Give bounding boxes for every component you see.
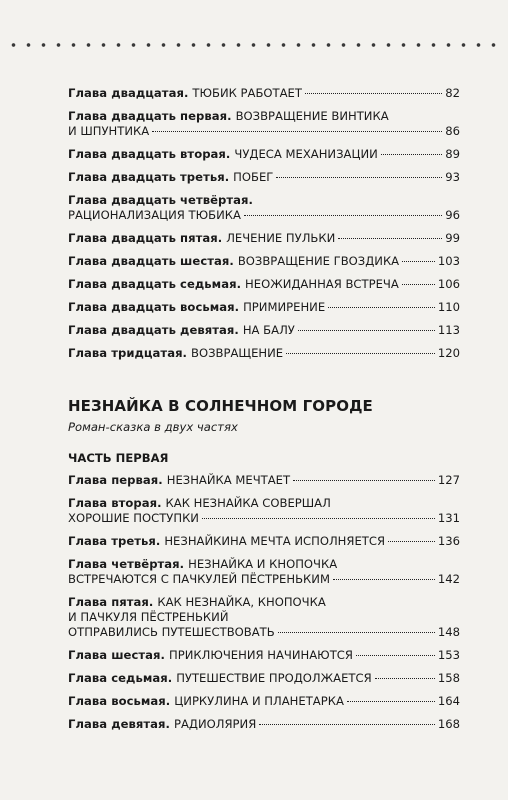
toc-entry-line — [68, 717, 460, 732]
dot-leader — [347, 701, 435, 702]
chapter-title: КАК НЕЗНАЙКА, КНОПОЧКА — [157, 595, 326, 609]
chapter-label: Глава двадцать третья. — [68, 170, 230, 184]
chapter-title: ЧУДЕСА МЕХАНИЗАЦИИ — [234, 147, 378, 161]
page-number: 164 — [437, 694, 460, 708]
chapter-label: Глава двадцать вторая. — [68, 147, 231, 161]
page-number: 127 — [437, 473, 460, 487]
chapter-title: ВОЗВРАЩЕНИЕ ГВОЗДИКА — [237, 254, 400, 268]
chapter-label: Глава первая. — [68, 473, 163, 487]
dot-leader — [381, 154, 442, 155]
chapter-title: НЕЗНАЙКА И КНОПОЧКА — [188, 557, 338, 571]
toc-entry-line — [68, 534, 460, 549]
page-number: 158 — [437, 671, 460, 685]
dot-leader — [152, 131, 442, 132]
toc-entry-line — [68, 694, 460, 709]
dot-leader — [244, 215, 442, 216]
page-number: 148 — [437, 625, 460, 639]
chapter-label: Глава вторая. — [68, 496, 162, 510]
dot-leader — [278, 632, 435, 633]
chapter-title: ЦИРКУЛИНА И ПЛАНЕТАРКА — [174, 694, 344, 708]
chapter-title: ПУТЕШЕСТВИЕ ПРОДОЛЖАЕТСЯ — [176, 671, 372, 685]
dot-leader — [276, 177, 442, 178]
chapter-label: Глава двадцать пятая. — [68, 231, 223, 245]
part-heading: ЧАСТЬ ПЕРВАЯ — [68, 451, 169, 465]
chapter-label: Глава двадцать четвёртая. — [68, 193, 253, 207]
toc-entry-line — [68, 124, 460, 139]
toc-section-2 — [68, 473, 460, 740]
toc-entry[interactable] — [68, 595, 460, 640]
chapter-title: ХОРОШИЕ ПОСТУПКИ — [68, 511, 199, 525]
toc-entry-line — [68, 572, 460, 587]
dot-leader — [388, 541, 435, 542]
toc-entry[interactable] — [68, 231, 460, 246]
page-number: 153 — [437, 648, 460, 662]
page-number: 96 — [445, 208, 460, 222]
chapter-title: ОТПРАВИЛИСЬ ПУТЕШЕСТВОВАТЬ — [68, 625, 275, 639]
chapter-title: РАДИОЛЯРИЯ — [174, 717, 257, 731]
book-subtitle: Роман-сказка в двух частях — [68, 420, 238, 434]
toc-entry[interactable] — [68, 648, 460, 663]
toc-entry-line — [68, 595, 460, 610]
chapter-label: Глава четвёртая. — [68, 557, 185, 571]
chapter-label: Глава пятая. — [68, 595, 154, 609]
chapter-title: ТЮБИК РАБОТАЕТ — [192, 86, 302, 100]
dot-leader — [328, 307, 435, 308]
chapter-label: Глава восьмая. — [68, 694, 171, 708]
chapter-label: Глава двадцать девятая. — [68, 323, 239, 337]
page-number: 142 — [437, 572, 460, 586]
toc-entry-line — [68, 86, 460, 101]
toc-entry[interactable] — [68, 170, 460, 185]
toc-entry-line — [68, 648, 460, 663]
toc-entry[interactable] — [68, 147, 460, 162]
chapter-title: ВОЗВРАЩЕНИЕ — [191, 346, 284, 360]
dot-leader — [333, 579, 435, 580]
page-number: 136 — [437, 534, 460, 548]
toc-entry[interactable] — [68, 473, 460, 488]
chapter-title: ПРИМИРЕНИЕ — [243, 300, 326, 314]
chapter-label: Глава двадцать первая. — [68, 109, 232, 123]
chapter-label: Глава девятая. — [68, 717, 170, 731]
toc-entry-line — [68, 300, 460, 315]
book-title: НЕЗНАЙКА В СОЛНЕЧНОМ ГОРОДЕ — [68, 397, 373, 415]
chapter-label: Глава тридцатая. — [68, 346, 188, 360]
chapter-title: КАК НЕЗНАЙКА СОВЕРШАЛ — [165, 496, 331, 510]
dot-leader — [402, 261, 435, 262]
chapter-title: РАЦИОНАЛИЗАЦИЯ ТЮБИКА — [68, 208, 241, 222]
page-number: 110 — [437, 300, 460, 314]
chapter-title: НЕЗНАЙКИНА МЕЧТА ИСПОЛНЯЕТСЯ — [164, 534, 386, 548]
toc-entry-line — [68, 109, 460, 124]
page-number: 168 — [437, 717, 460, 731]
toc-entry-line — [68, 323, 460, 338]
toc-entry-line — [68, 511, 460, 526]
chapter-label: Глава третья. — [68, 534, 161, 548]
chapter-label: Глава двадцатая. — [68, 86, 189, 100]
toc-entry[interactable] — [68, 277, 460, 292]
chapter-title: И ШПУНТИКА — [68, 124, 150, 138]
page-number: 99 — [445, 231, 460, 245]
toc-entry-line — [68, 557, 460, 572]
dotted-header-rule — [6, 42, 502, 48]
toc-entry[interactable] — [68, 534, 460, 549]
chapter-title: ПРИКЛЮЧЕНИЯ НАЧИНАЮТСЯ — [169, 648, 353, 662]
toc-entry-line — [68, 346, 460, 361]
toc-entry[interactable] — [68, 717, 460, 732]
page-number: 131 — [437, 511, 460, 525]
chapter-title: И ПАЧКУЛЯ ПЁСТРЕНЬКИЙ — [68, 610, 229, 624]
dot-leader — [298, 330, 435, 331]
chapter-title: НА БАЛУ — [242, 323, 295, 337]
toc-entry-line — [68, 147, 460, 162]
toc-entry-line — [68, 625, 460, 640]
page-number: 93 — [445, 170, 460, 184]
dot-leader — [402, 284, 435, 285]
toc-entry-line — [68, 671, 460, 686]
chapter-label: Глава шестая. — [68, 648, 165, 662]
toc-entry-line — [68, 231, 460, 246]
dot-leader — [375, 678, 435, 679]
chapter-title: ВОЗВРАЩЕНИЕ ВИНТИКА — [235, 109, 389, 123]
dot-leader — [259, 724, 435, 725]
toc-entry-line — [68, 193, 460, 208]
dot-leader — [305, 93, 442, 94]
chapter-label: Глава седьмая. — [68, 671, 173, 685]
toc-entry[interactable] — [68, 671, 460, 686]
toc-entry[interactable] — [68, 300, 460, 315]
toc-entry[interactable] — [68, 254, 460, 269]
page-number: 113 — [437, 323, 460, 337]
toc-entry-line — [68, 170, 460, 185]
toc-entry-line — [68, 208, 460, 223]
toc-entry[interactable] — [68, 694, 460, 709]
chapter-label: Глава двадцать восьмая. — [68, 300, 240, 314]
page-number: 120 — [437, 346, 460, 360]
toc-entry-line — [68, 254, 460, 269]
toc-section-1 — [68, 86, 460, 369]
toc-entry[interactable] — [68, 193, 460, 223]
chapter-label: Глава двадцать шестая. — [68, 254, 234, 268]
chapter-title: ВСТРЕЧАЮТСЯ С ПАЧКУЛЕЙ ПЁСТРЕНЬКИМ — [68, 572, 330, 586]
page-number: 106 — [437, 277, 460, 291]
toc-entry-line — [68, 610, 460, 625]
dot-leader — [356, 655, 435, 656]
toc-entry[interactable] — [68, 323, 460, 338]
toc-entry[interactable] — [68, 109, 460, 139]
dot-leader — [293, 480, 435, 481]
page-number: 103 — [437, 254, 460, 268]
chapter-label: Глава двадцать седьмая. — [68, 277, 242, 291]
chapter-title: ПОБЕГ — [233, 170, 274, 184]
chapter-title: ЛЕЧЕНИЕ ПУЛЬКИ — [226, 231, 336, 245]
page-number: 86 — [445, 124, 460, 138]
toc-entry-line — [68, 277, 460, 292]
toc-entry[interactable] — [68, 557, 460, 587]
dot-leader — [202, 518, 435, 519]
toc-entry[interactable] — [68, 346, 460, 361]
toc-entry[interactable] — [68, 86, 460, 101]
toc-entry[interactable] — [68, 496, 460, 526]
chapter-title: НЕЗНАЙКА МЕЧТАЕТ — [166, 473, 291, 487]
page-number: 82 — [445, 86, 460, 100]
toc-entry-line — [68, 496, 460, 511]
chapter-title: НЕОЖИДАННАЯ ВСТРЕЧА — [245, 277, 399, 291]
page-number: 89 — [445, 147, 460, 161]
dot-leader — [286, 353, 435, 354]
dot-leader — [338, 238, 442, 239]
toc-entry-line — [68, 473, 460, 488]
